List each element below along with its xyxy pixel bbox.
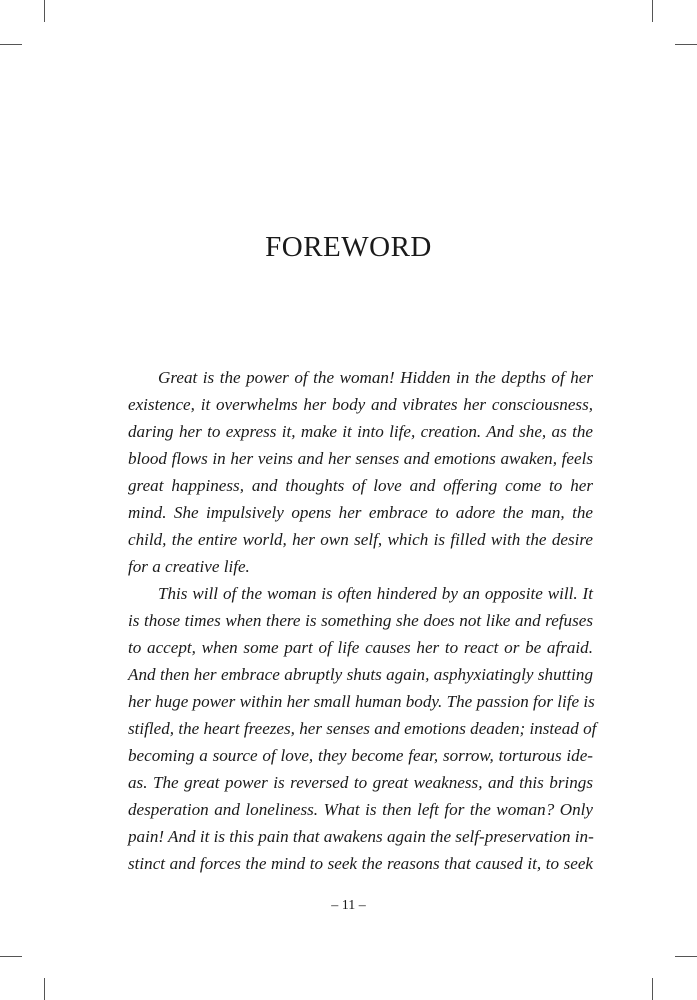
text-line: This will of the woman is often hindered by an opposite will. It (158, 584, 593, 603)
paragraph (128, 364, 593, 580)
text-line: existence, it overwhelms her body and vibrates her consciousness, (128, 395, 593, 414)
text-line: child, the entire world, her own self, which is filled with the desire (128, 530, 593, 549)
crop-mark-bottom-right (652, 978, 653, 1000)
crop-mark-top-left (44, 0, 45, 22)
text-line: Great is the power of the woman! Hidden in the depths of her (158, 368, 593, 387)
text-line: stifled, the heart freezes, her senses and emotions deaden; instead of (128, 719, 597, 738)
text-line: And then her embrace abruptly shuts again, asphyxiatingly shutting (128, 665, 593, 684)
text-line: great happiness, and thoughts of love and offering come to her (128, 476, 593, 495)
paragraph (128, 580, 597, 877)
text-line: blood flows in her veins and her senses and emotions awaken, feels (128, 449, 593, 468)
text-line: as. The great power is reversed to great weakness, and this brings (128, 773, 593, 792)
crop-mark-bottom-left (0, 956, 22, 957)
crop-mark-bottom-right (675, 956, 697, 957)
body-text (128, 364, 597, 877)
crop-mark-bottom-left (44, 978, 45, 1000)
text-line: becoming a source of love, they become fear, sorrow, torturous ide- (128, 746, 593, 765)
text-line: for a creative life. (128, 557, 250, 576)
text-line: to accept, when some part of life causes her to react or be afraid. (128, 638, 593, 657)
text-line: is those times when there is something she does not like and refuses (128, 611, 593, 630)
text-line: stinct and forces the mind to seek the reasons that caused it, to seek (128, 854, 593, 873)
crop-mark-top-right (675, 44, 697, 45)
crop-mark-top-left (0, 44, 22, 45)
text-line: desperation and loneliness. What is then left for the woman? Only (128, 800, 593, 819)
text-line: pain! And it is this pain that awakens again the self-preservation in- (128, 827, 594, 846)
text-line: her huge power within her small human body. The passion for life is (128, 692, 595, 711)
chapter-title: FOREWORD (265, 231, 432, 263)
text-line: mind. She impulsively opens her embrace to adore the man, the (128, 503, 593, 522)
crop-mark-top-right (652, 0, 653, 22)
text-line: daring her to express it, make it into life, creation. And she, as the (128, 422, 593, 441)
page-number: – 11 – (331, 898, 366, 913)
